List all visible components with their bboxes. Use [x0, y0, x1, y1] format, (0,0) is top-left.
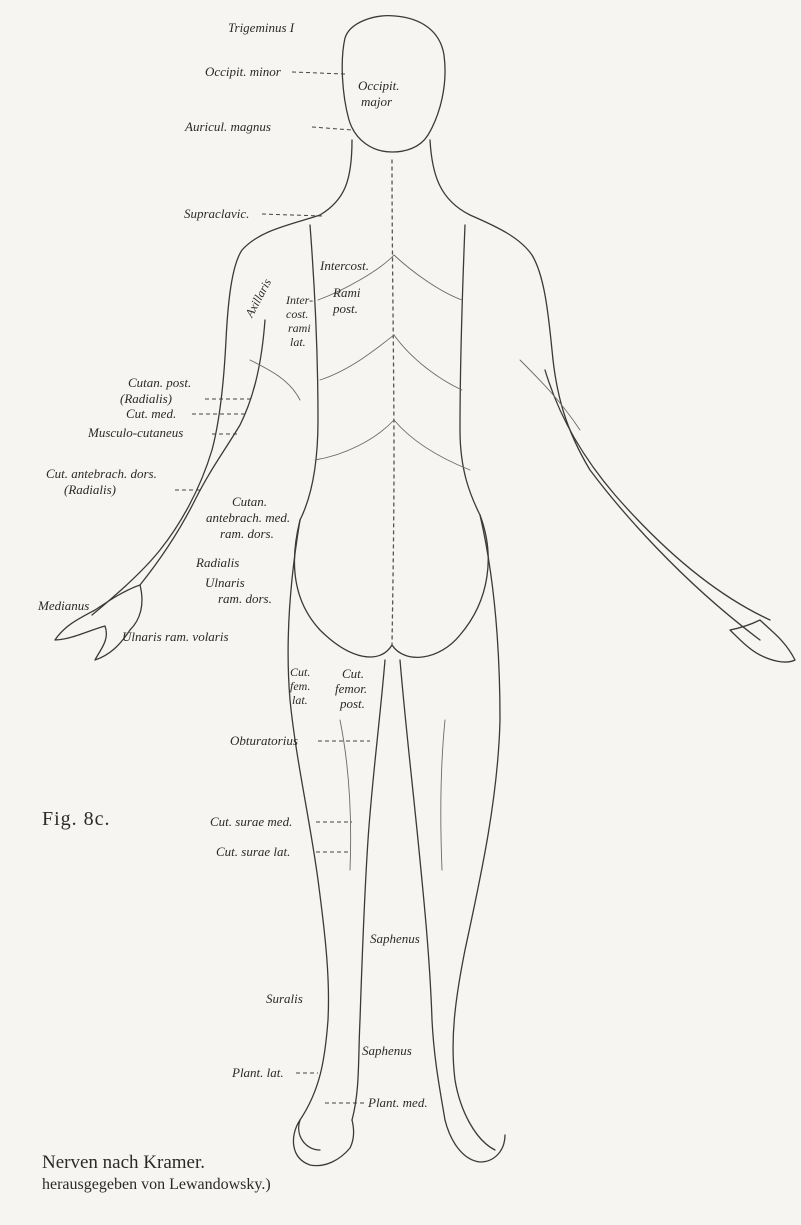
left-arm-inner — [140, 320, 268, 585]
label-cut-femor-post-3: post. — [340, 696, 365, 711]
label-plant-med: Plant. med. — [368, 1095, 428, 1110]
trunk-right — [460, 225, 480, 515]
label-cut-fem-lat-3: lat. — [292, 693, 308, 707]
dermatome-line-5 — [394, 335, 462, 390]
label-cut-fem-lat-2: fem. — [290, 679, 311, 693]
label-occipit-minor: Occipit. minor — [205, 64, 281, 79]
dermatome-line-6 — [394, 420, 470, 470]
arm-field-line-2 — [520, 360, 580, 430]
label-trigeminus: Trigeminus I — [228, 20, 295, 35]
buttocks — [295, 515, 489, 657]
label-intercost-1: Intercost. — [320, 258, 369, 273]
label-rami-post-1: Rami — [333, 285, 361, 300]
label-cutan-post-1: Cutan. post. — [128, 375, 192, 390]
figure-caption — [42, 1152, 271, 1196]
label-saphenus-2: Saphenus — [362, 1043, 412, 1058]
label-axillaris: Axillaris — [242, 276, 275, 320]
label-suralis: Suralis — [266, 991, 303, 1006]
label-cutan-antebrach-med-3: ram. dors. — [220, 526, 274, 541]
label-cut-fem-lat-1: Cut. — [290, 665, 311, 679]
trunk-left — [300, 225, 318, 520]
dermatome-line-3 — [315, 420, 394, 460]
left-foot — [293, 1120, 353, 1166]
caption-line-2: herausgegeben von Lewandowsky.) — [42, 1176, 271, 1193]
label-ulnaris-volaris: Ulnaris ram. volaris — [122, 629, 229, 644]
leader-occipit-minor — [292, 72, 345, 74]
label-occipit-major-1: Occipit. — [358, 78, 400, 93]
caption-line-1: Nerven nach Kramer. — [42, 1152, 206, 1173]
label-rami-post-2: post. — [333, 301, 358, 316]
label-plant-lat: Plant. lat. — [232, 1065, 284, 1080]
left-hand — [55, 585, 142, 660]
label-medianus: Medianus — [38, 598, 90, 613]
label-cut-surae-med: Cut. surae med. — [210, 814, 293, 829]
label-ulnaris-dors-1: Ulnaris — [205, 575, 245, 590]
label-musculo-cutaneus: Musculo-cutaneus — [88, 425, 184, 440]
label-cutan-post-2: (Radialis) — [120, 391, 172, 406]
spine — [392, 160, 394, 645]
label-cut-med: Cut. med. — [126, 406, 177, 421]
label-auricul-magnus: Auricul. magnus — [185, 119, 271, 134]
label-intercost-lat-2: cost. — [286, 307, 309, 321]
right-arm-inner — [545, 370, 770, 620]
label-cut-femor-post-2: femor. — [335, 681, 368, 696]
arm-field-line-1 — [250, 360, 300, 400]
neck-shoulder-right — [430, 140, 760, 640]
label-intercost-lat-4: lat. — [290, 335, 306, 349]
leader-supraclavic — [262, 214, 322, 216]
label-cut-antebrach-dors-2: (Radialis) — [64, 482, 116, 497]
label-cutan-antebrach-med-1: Cutan. — [232, 494, 268, 509]
label-cutan-antebrach-med-2: antebrach. med. — [206, 510, 291, 525]
label-occipit-major-2: major — [361, 94, 393, 109]
label-intercost-lat-1: Inter- — [286, 293, 314, 307]
label-cut-femor-post-1: Cut. — [342, 666, 365, 681]
figure-number: Fig. 8c. — [42, 808, 111, 830]
right-hand — [730, 620, 795, 662]
label-cut-surae-lat: Cut. surae lat. — [216, 844, 291, 859]
label-ulnaris-dors-2: ram. dors. — [218, 591, 272, 606]
label-supraclavic: Supraclavic. — [184, 206, 250, 221]
label-saphenus: Saphenus — [370, 931, 420, 946]
right-foot — [445, 1120, 505, 1162]
leg-field-line-2 — [441, 720, 445, 870]
label-cut-antebrach-dors-1: Cut. antebrach. dors. — [46, 466, 157, 481]
leader-auricul-magnus — [312, 127, 352, 130]
leg-field-line-1 — [340, 720, 351, 870]
label-obturatorius: Obturatorius — [230, 733, 298, 748]
label-radialis: Radialis — [196, 555, 240, 570]
dermatome-line-2 — [320, 335, 394, 380]
label-intercost-lat-3: rami — [288, 321, 311, 335]
dermatome-line-4 — [394, 255, 462, 300]
